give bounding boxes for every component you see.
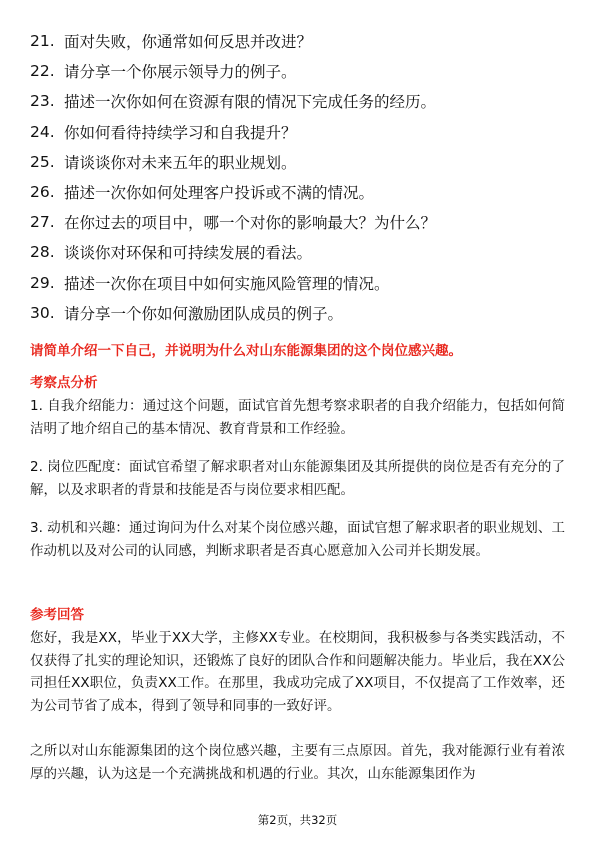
question-text: 描述一次你如何处理客户投诉或不满的情况。 <box>64 184 375 203</box>
answer-paragraph: 之所以对山东能源集团的这个岗位感兴趣，主要有三点原因。首先，我对能源行业有着浓厚的兴趣，认为这是一个充满挑战和机遇的行业。其次，山东能源集团作为 <box>30 743 565 782</box>
question-number: 28. <box>30 243 55 262</box>
question-number: 30. <box>30 303 55 322</box>
question-number: 26. <box>30 183 55 202</box>
analysis-point: 2. 岗位匹配度：面试官希望了解求职者对山东能源集团及其所提供的岗位是否有充分的了解，以及求职者的背景和技能是否与岗位要求相匹配。 <box>30 459 565 498</box>
analysis-heading: 考察点分析 <box>30 375 98 391</box>
question-item <box>30 177 570 207</box>
question-item <box>30 207 570 237</box>
question-list <box>30 26 570 328</box>
question-item <box>30 86 570 116</box>
question-text: 请分享一个你展示领导力的例子。 <box>64 63 297 82</box>
answer-paragraph: 您好，我是XX，毕业于XX大学，主修XX专业。在校期间，我积极参与各类实践活动，不仅获得了扎实的理论知识，还锻炼了良好的团队合作和问题解决能力。毕业后，我在XX公司担任XX职位，负责XX工作。在那里，我成功完成了XX项目，不仅提高了工作效率，还为公司节省了成本，得到了领导和同事的一致好评。 <box>30 630 565 714</box>
question-number: 21. <box>30 32 55 51</box>
question-item <box>30 56 570 86</box>
featured-question: 请简单介绍一下自己，并说明为什么对山东能源集团的这个岗位感兴趣。 <box>30 343 462 359</box>
analysis-point: 3. 动机和兴趣：通过询问为什么对某个岗位感兴趣，面试官想了解求职者的职业规划、工作动机以及对公司的认同感，判断求职者是否真心愿意加入公司并长期发展。 <box>30 520 565 559</box>
question-item <box>30 298 570 328</box>
question-text: 你如何看待持续学习和自我提升？ <box>64 123 297 142</box>
page-footer: 第2页，共32页 <box>257 813 338 827</box>
question-number: 23. <box>30 92 55 111</box>
question-number: 22. <box>30 62 55 81</box>
question-text: 请分享一个你如何激励团队成员的例子。 <box>64 304 344 323</box>
question-item <box>30 26 570 56</box>
analysis-point: 1. 自我介绍能力：通过这个问题，面试官首先想考察求职者的自我介绍能力，包括如何简洁明了地介绍自己的基本情况、教育背景和工作经验。 <box>30 398 565 437</box>
question-number: 27. <box>30 213 55 232</box>
question-number: 25. <box>30 152 55 171</box>
question-item <box>30 117 570 147</box>
question-number: 29. <box>30 273 55 292</box>
question-text: 描述一次你在项目中如何实施风险管理的情况。 <box>64 274 390 293</box>
answer-heading: 参考回答 <box>30 607 84 623</box>
question-text: 请谈谈你对未来五年的职业规划。 <box>64 153 297 172</box>
question-item <box>30 147 570 177</box>
question-text: 描述一次你如何在资源有限的情况下完成任务的经历。 <box>64 93 437 112</box>
question-item <box>30 237 570 267</box>
question-item <box>30 268 570 298</box>
question-number: 24. <box>30 122 55 141</box>
question-text: 在你过去的项目中，哪一个对你的影响最大？为什么？ <box>64 214 437 233</box>
question-text: 谈谈你对环保和可持续发展的看法。 <box>64 244 313 263</box>
question-text: 面对失败，你通常如何反思并改进？ <box>64 33 313 52</box>
